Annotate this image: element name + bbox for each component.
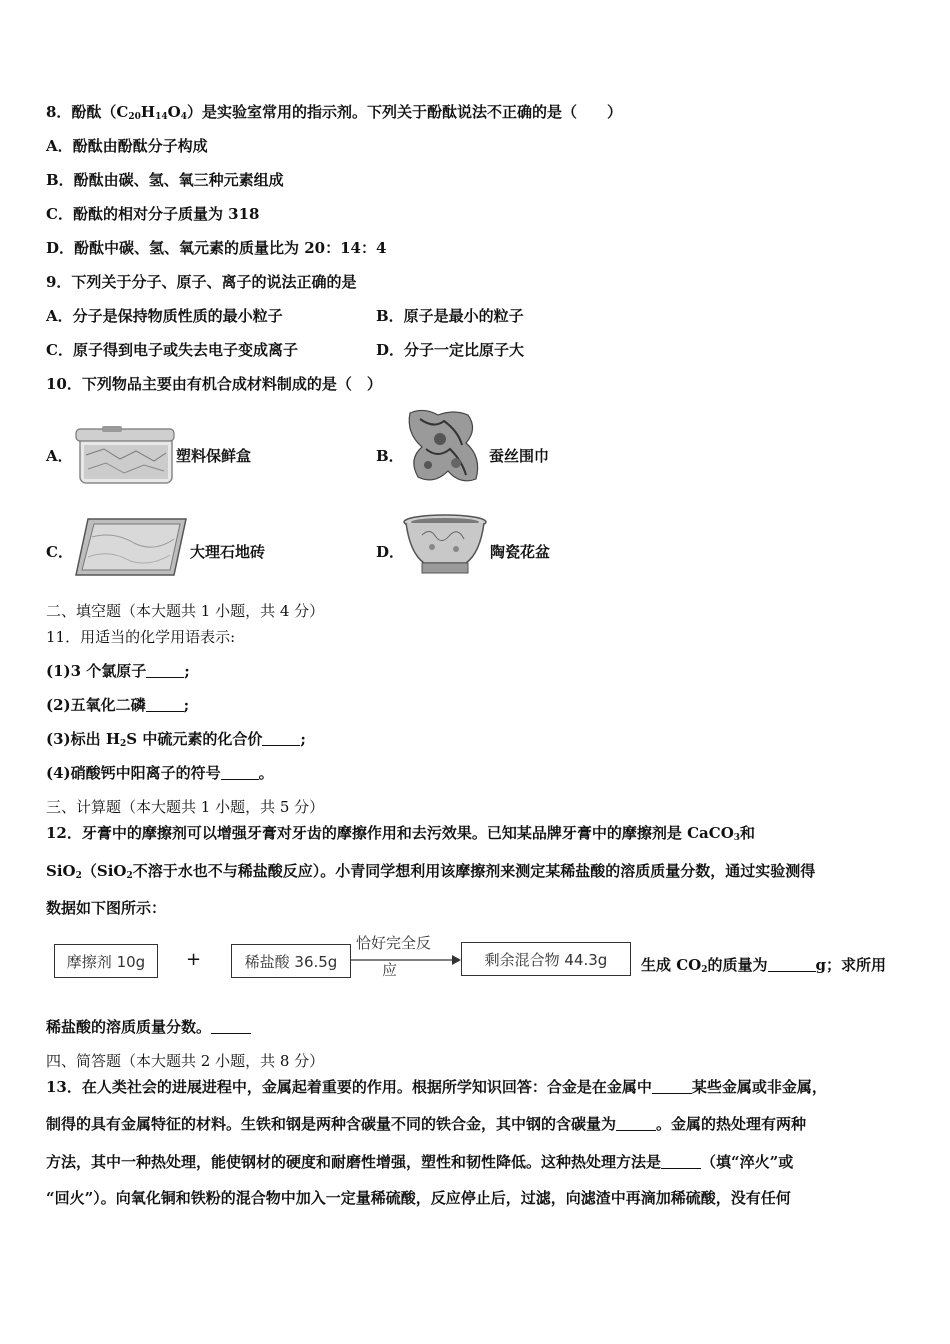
q12-co2-question: 生成 $CO_2$的质量为 g；求所用: [641, 956, 887, 975]
q10-stem: 10．下列物品主要由有机合成材料制成的是（ ）: [46, 375, 382, 393]
answer-blank[interactable]: [262, 731, 300, 746]
q10-option-d-letter: D．: [376, 543, 405, 561]
remaining-mixture-box: 剩余混合物 44.3g: [461, 942, 631, 976]
answer-blank[interactable]: [146, 697, 184, 712]
q12-line2: SiO$_2$（SiO$_2$不溶于水也不与稀盐酸反应）。小青同学想利用该摩擦剂来测定某稀盐酸的溶质质量分数，通过实验测得: [46, 862, 816, 881]
answer-blank[interactable]: [211, 1019, 251, 1034]
q9-stem: 9．下列关于分子、原子、离子的说法正确的是: [46, 273, 357, 291]
q11-part4: (4)硝酸钙中阳离子的符号 。: [46, 764, 274, 782]
q13-line2: 制得的具有金属特征的材料。生铁和钢是两种含碳量不同的铁合金，其中钢的含碳量为 。金属的热处理有两种: [46, 1115, 807, 1133]
q10-option-b-letter: B．: [376, 447, 404, 465]
q8-option-d: D．酚酞中碳、氢、氧元素的质量比为 20：14：4: [46, 239, 387, 257]
silk-scarf-image: [404, 405, 486, 487]
q12-line5: 稀盐酸的溶质质量分数。: [46, 1017, 251, 1037]
friction-agent-box: 摩擦剂 10g: [54, 944, 158, 978]
plus-sign: +: [186, 949, 202, 970]
q11-part2: (2)五氧化二磷 ;: [46, 696, 190, 714]
answer-blank[interactable]: [661, 1154, 701, 1169]
q13-line1: 13．在人类社会的进展进程中，金属起着重要的作用。根据所学知识回答：合金是在金属中 某些金属或非金属，: [46, 1078, 827, 1096]
q11-part1: (1)3 个氯原子 ;: [46, 662, 190, 680]
plastic-box-image: [74, 425, 176, 487]
section-heading-calc: 三、计算题（本大题共 1 小题，共 5 分）: [46, 798, 325, 816]
q10-option-d-label: 陶瓷花盆: [490, 543, 551, 561]
answer-blank[interactable]: [768, 957, 816, 972]
q12-line3: 数据如下图所示：: [46, 899, 167, 917]
q13-line4: “回火”）。向氧化铜和铁粉的混合物中加入一定量稀硫酸，反应停止后，过滤，向滤渣中再滴加稀硫酸，没有任何: [46, 1189, 791, 1207]
answer-blank[interactable]: [652, 1079, 692, 1094]
q12-line1: 12．牙膏中的摩擦剂可以增强牙膏对牙齿的摩擦作用和去污效果。已知某品牌牙膏中的摩擦剂是 CaCO$_3$和: [46, 824, 756, 843]
q10-option-c-label: 大理石地砖: [190, 543, 266, 561]
hydrochloric-acid-box: 稀盐酸 36.5g: [231, 944, 351, 978]
answer-blank[interactable]: [616, 1116, 656, 1131]
section-heading-fill: 二、填空题（本大题共 1 小题，共 4 分）: [46, 602, 325, 620]
arrow-label-line1: 恰好完全反: [356, 934, 432, 952]
q9-option-b: B．原子是最小的粒子: [376, 307, 524, 325]
q8-stem: 8．酚酞$(C_{20}H_{14}O_4)$是实验室常用的指示剂。下列关于酚酞说法不正确的是（ ）: [46, 103, 622, 122]
q8-option-b: B．酚酞由碳、氢、氧三种元素组成: [46, 171, 284, 189]
q10-option-a-letter: A．: [46, 447, 73, 465]
reaction-arrow: [350, 954, 462, 966]
q10-option-b-label: 蚕丝围巾: [489, 447, 550, 465]
q9-option-c: C．原子得到电子或失去电子变成离子: [46, 341, 298, 359]
ceramic-pot-image: [402, 513, 488, 577]
section-heading-short: 四、简答题（本大题共 2 小题，共 8 分）: [46, 1052, 325, 1070]
q10-option-a-label: 塑料保鲜盒: [176, 447, 252, 465]
answer-blank[interactable]: [221, 765, 259, 780]
q8-option-a: A．酚酞由酚酞分子构成: [46, 137, 208, 155]
q10-option-c-letter: C．: [46, 543, 73, 561]
q9-option-a: A．分子是保持物质性质的最小粒子: [46, 307, 283, 325]
q11-part3: (3)标出 $H_2S$ 中硫元素的化合价 ;: [46, 730, 306, 749]
q8-option-c: C．酚酞的相对分子质量为 318: [46, 205, 260, 223]
q11-stem: 11．用适当的化学用语表示:: [46, 628, 236, 646]
q9-option-d: D．分子一定比原子大: [376, 341, 525, 359]
q13-line3: 方法，其中一种热处理，能使钢材的硬度和耐磨性增强，塑性和韧性降低。这种热处理方法是 （填“淬火”或: [46, 1153, 794, 1171]
answer-blank[interactable]: [146, 663, 184, 678]
arrow-label-line2: 应: [382, 961, 398, 979]
marble-tile-image: [74, 517, 188, 577]
